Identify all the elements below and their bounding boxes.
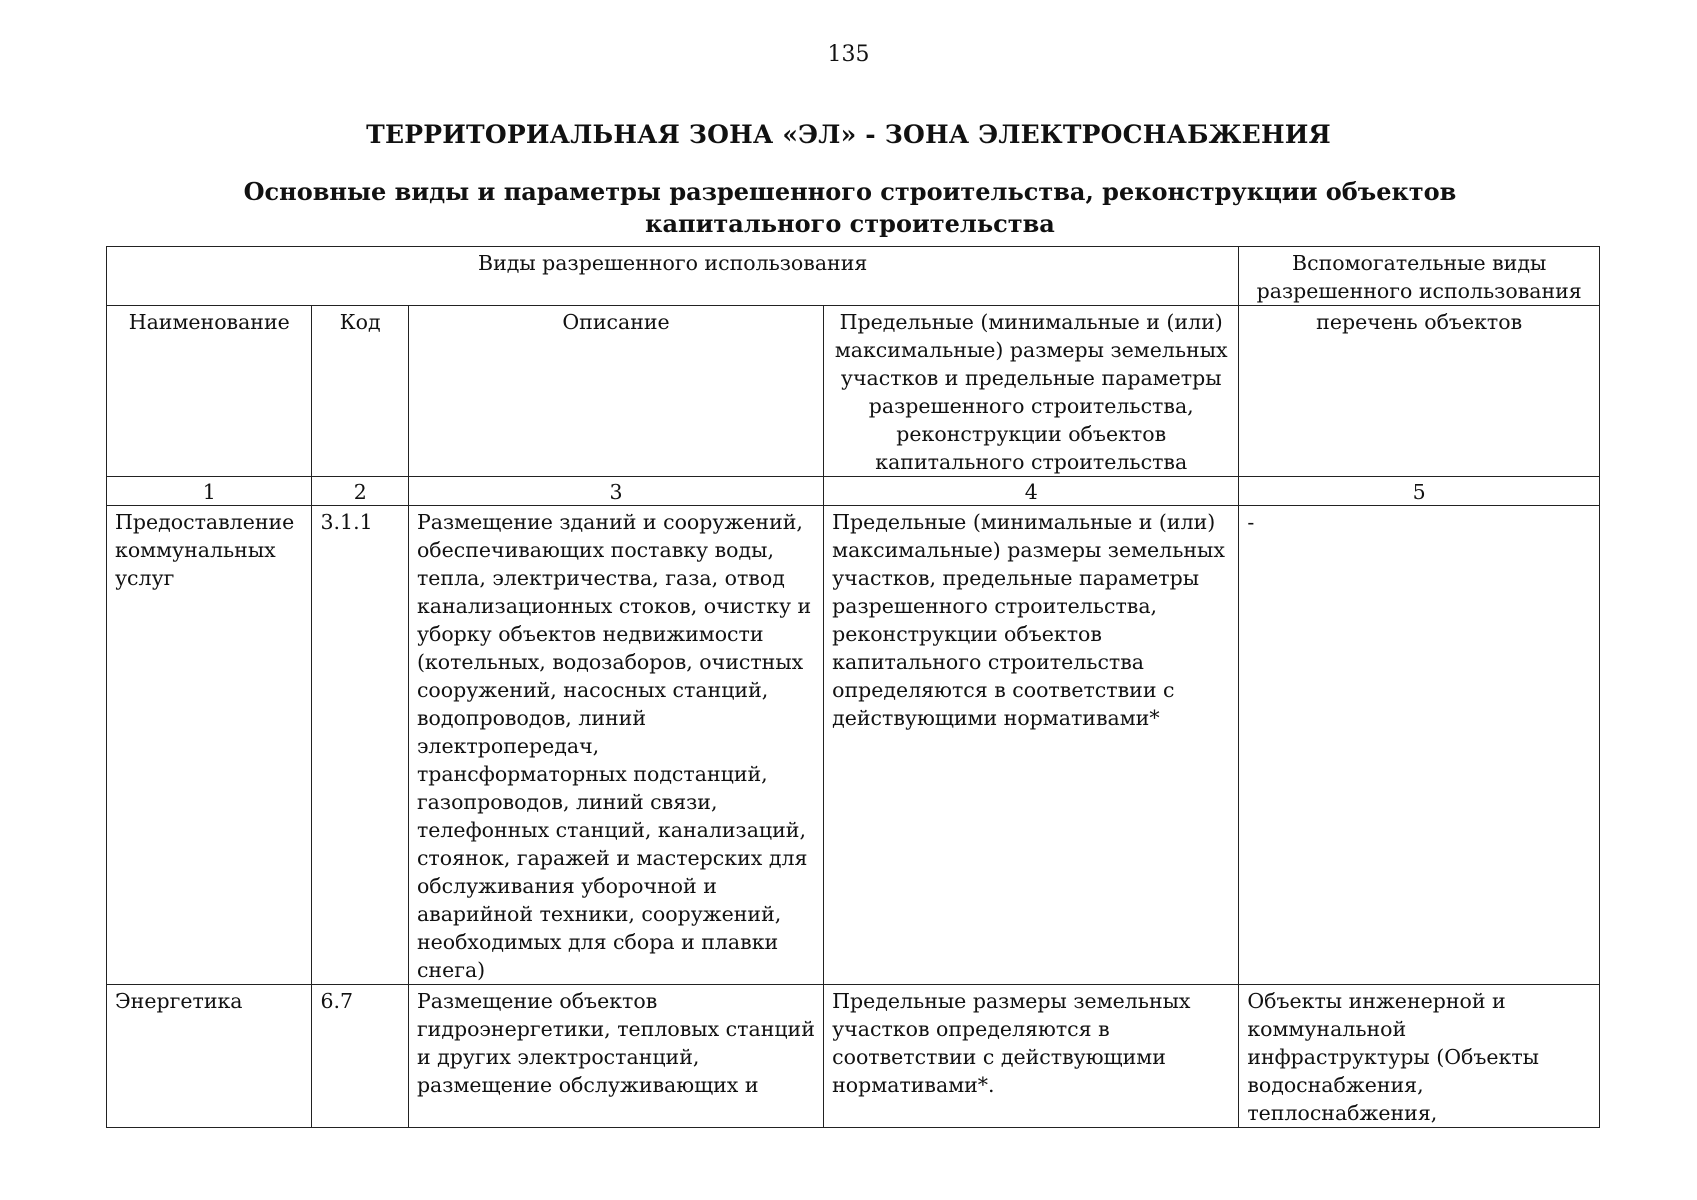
main-uses-header: Виды разрешенного использования: [107, 247, 1239, 306]
aux-objects: -: [1239, 506, 1600, 985]
column-number: 3: [408, 477, 823, 506]
aux-objects: Объекты инженерной и коммунальной инфраструктуры (Объекты водоснабжения, теплоснабжения,: [1239, 985, 1600, 1128]
column-number-row: [107, 477, 1600, 506]
table-row: [107, 506, 1600, 985]
column-header-name: Наименование: [107, 306, 312, 477]
column-number: 1: [107, 477, 312, 506]
table-column-header-row: [107, 306, 1600, 477]
use-description: Размещение зданий и сооружений, обеспечивающих поставку воды, тепла, электричества, газа, отвод канализационных стоков, очистку и уборку объектов недвижимости (котельных, водозаборов, очистных сооружений, насосных станций, водопроводов, линий электропередач, трансформаторных подстанций, газопроводов, линий связи, телефонных станций, канализаций, стоянок, гаражей и мастерских для обслуживания уборочной и аварийной техники, сооружений, необходимых для сбора и плавки снега): [408, 506, 823, 985]
use-code: 6.7: [312, 985, 408, 1128]
column-header-code: Код: [312, 306, 408, 477]
zoning-table: [106, 246, 1600, 1128]
column-number: 5: [1239, 477, 1600, 506]
aux-uses-header: Вспомогательные виды разрешенного использования: [1239, 247, 1600, 306]
use-name: Энергетика: [107, 985, 312, 1128]
section-subtitle: Основные виды и параметры разрешенного строительства, реконструкции объектов капитального строительства: [243, 177, 1457, 238]
use-name: Предоставление коммунальных услуг: [107, 506, 312, 985]
column-header-objects: перечень объектов: [1239, 306, 1600, 477]
table-row: [107, 985, 1600, 1128]
column-number: 2: [312, 477, 408, 506]
use-code: 3.1.1: [312, 506, 408, 985]
use-description: Размещение объектов гидроэнергетики, тепловых станций и других электростанций, размещение обслуживающих и: [408, 985, 823, 1128]
column-header-limits: Предельные (минимальные и (или) максимальные) размеры земельных участков и предельные параметры разрешенного строительства, реконструкции объектов капитального строительства: [824, 306, 1239, 477]
use-limits: Предельные (минимальные и (или) максимальные) размеры земельных участков, предельные параметры разрешенного строительства, реконструкции объектов капитального строительства определяются в соответствии с действующими нормативами*: [824, 506, 1239, 985]
column-number: 4: [824, 477, 1239, 506]
column-header-description: Описание: [408, 306, 823, 477]
use-limits: Предельные размеры земельных участков определяются в соответствии с действующими нормативами*.: [824, 985, 1239, 1128]
zone-title: ТЕРРИТОРИАЛЬНАЯ ЗОНА «ЭЛ» - ЗОНА ЭЛЕКТРОСНАБЖЕНИЯ: [366, 120, 1331, 149]
page-number: 135: [827, 42, 870, 67]
table-group-header-row: [107, 247, 1600, 306]
